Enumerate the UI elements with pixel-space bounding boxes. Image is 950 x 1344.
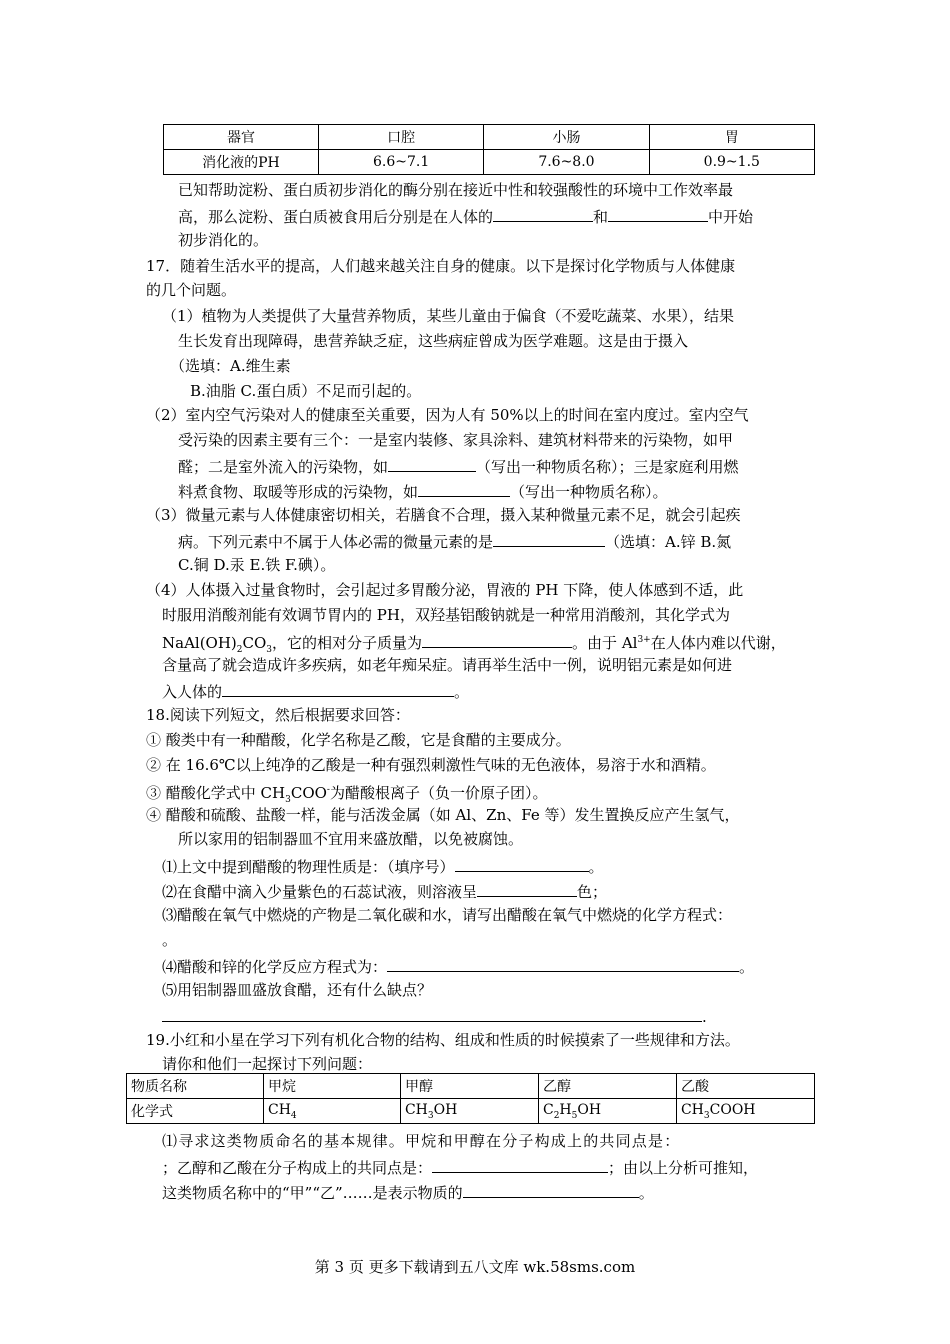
answer-blank[interactable] [432,1156,608,1173]
q18-a1 [162,855,604,877]
subscript: 4 [290,1110,297,1121]
table-row [164,125,815,150]
text: 中开始 [708,208,754,226]
table-cell: 乙酸 [676,1074,814,1099]
subscript: 2 [236,645,243,655]
answer-blank[interactable] [455,855,589,872]
superscript: - [326,785,330,795]
q18-s1: ① 酸类中有一种醋酸，化学名称是乙酸，它是食醋的主要成分。 [146,731,571,749]
text: ⑷醋酸和锌的化学反应方程式为： [162,958,388,976]
text: 。 [588,858,604,876]
q17-p1-line2: 生长发育出现障碍，患营养缺乏症，这些病症曾成为医学难题。这是由于摄入 [178,332,689,350]
q17-p2-line4 [178,480,668,502]
q19-a1-line2 [162,1156,758,1178]
answer-blank[interactable] [418,480,510,497]
answer-blank[interactable] [387,955,739,972]
table-cell: 物质名称 [127,1074,264,1099]
text: 。 [454,683,470,701]
text: 这类物质名称中的“甲”“乙”……是表示物质的 [162,1184,463,1202]
q17-p4-line2: 时服用消酸剂能有效调节胃内的 PH，双羟基铝酸钠就是一种常用消酸剂，其化学式为 [162,606,730,624]
q17-p2-line2: 受污染的因素主要有三个：一是室内装修、家具涂料、建筑材料带来的污染物，如甲 [178,431,734,449]
text: （写出一种物质名称）。 [510,483,668,501]
q17-p4-line5 [162,680,469,702]
q16-line1: 已知帮助淀粉、蛋白质初步消化的酶分别在接近中性和较强酸性的环境中工作效率最 [178,181,734,199]
table-row [127,1074,815,1099]
formula: CO [242,634,267,652]
table-cell: 乙醇 [538,1074,676,1099]
text: ，它的相对分子质量为 [272,634,423,652]
subscript: 3 [703,1110,710,1121]
formula: OH [577,1101,602,1118]
table-row [164,150,815,175]
q17-p2-line1: （2）室内空气污染对人的健康至关重要，因为人有 50%以上的时间在室内度过。室内空气 [146,406,749,424]
formula: CH [404,1101,428,1118]
q17-p2-line3 [178,455,739,477]
q17-intro-line2: 的几个问题。 [146,281,237,299]
q19-intro-line1: 19.小红和小星在学习下列有机化合物的结构、组成和性质的时候摸索了一些规律和方法。 [146,1031,740,1049]
formula: CH [267,1101,291,1118]
table-cell: 7.6~8.0 [484,150,649,175]
text: ⑴上文中提到醋酸的物理性质是：（填序号） [162,858,455,876]
text: 病。下列元素中不属于人体必需的微量元素的是 [178,533,494,551]
text: ；由以上分析可推知， [608,1159,759,1177]
compound-table [126,1073,815,1124]
text: 高，那么淀粉、蛋白质被食用后分别是在人体的 [178,208,494,226]
subscript: 5 [571,1110,578,1121]
text: 入人体的 [162,683,223,701]
q19-intro-line2: 请你和他们一起探讨下列问题： [162,1055,373,1073]
table-cell: 胃 [649,125,814,150]
text: 。 [739,958,755,976]
q19-a1-line1: ⑴寻求这类物质命名的基本规律。甲烷和甲醇在分子构成上的共同点是： [162,1132,681,1150]
text: （选填：A.锌 B.氮 [605,533,732,551]
table-cell: 器官 [164,125,319,150]
table-cell [538,1099,676,1124]
q18-a2 [162,880,607,902]
superscript: 3+ [637,635,651,645]
formula: OH [433,1101,458,1118]
page-footer: 第 3 页 更多下载请到五八文库 wk.58sms.com [314,1258,636,1276]
answer-blank[interactable] [493,530,605,547]
answer-blank[interactable] [463,1181,639,1198]
q17-p4-line1: （4）人体摄入过量食物时，会引起过多胃酸分泌，胃液的 PH 下降，使人体感到不适，此 [146,581,744,599]
subscript: 3 [285,795,291,805]
answer-blank[interactable] [477,880,577,897]
formula: NaAl(OH) [162,634,237,652]
q18-intro: 18.阅读下列短文，然后根据要求回答： [146,706,410,724]
q17-p1-line1: （1）植物为人类提供了大量营养物质，某些儿童由于偏食（不爱吃蔬菜、水果），结果 [162,307,735,325]
q18-a5-answer [162,1005,707,1027]
q17-p1-line4: B.油脂 C.蛋白质）不足而引起的。 [190,382,422,400]
q18-a3-end: 。 [162,931,178,949]
q18-s4-line2: 所以家用的铝制器皿不宜用来盛放醋，以免被腐蚀。 [178,830,524,848]
table-cell: 0.9~1.5 [649,150,814,175]
table-cell: 口腔 [318,125,483,150]
q19-a1-line3 [162,1181,654,1203]
text: ③ 醋酸化学式中 CH [146,784,286,802]
subscript: 2 [553,1110,560,1121]
table-cell: 甲醇 [400,1074,538,1099]
q17-p1-line3: （选填：A.维生素 [170,357,291,375]
text: 醛；二是室外流入的污染物，如 [178,458,389,476]
q17-p3-line3: C.铜 D.汞 E.铁 F.碘）。 [178,556,336,574]
q18-s4-line1: ④ 醋酸和硫酸、盐酸一样，能与活泼金属（如 Al、Zn、Fe 等）发生置换反应产生氢气， [146,806,740,824]
ph-table [163,124,815,175]
text: . [702,1008,707,1026]
answer-blank[interactable] [162,1005,702,1022]
q17-intro-line1: 17．随着生活水平的提高，人们越来越关注自身的健康。以下是探讨化学物质与人体健康 [146,257,736,275]
q18-a5: ⑸用铝制器皿盛放食醋，还有什么缺点？ [162,981,433,999]
q17-p3-line2 [178,530,731,552]
q18-a4 [162,955,754,977]
answer-blank[interactable] [608,205,708,222]
q17-p4-line4: 含量高了就会造成许多疾病，如老年痴呆症。请再举生活中一例，说明铝元素是如何进 [162,656,733,674]
q16-line2 [178,205,753,227]
text: 色； [577,883,608,901]
table-cell [676,1099,814,1124]
formula: H [559,1101,572,1118]
text: 在人体内难以代谢， [650,634,786,652]
table-cell: 化学式 [127,1099,264,1124]
subscript: 3 [266,645,273,655]
answer-blank[interactable] [422,631,572,648]
answer-blank[interactable] [388,455,476,472]
text: 为醋酸根离子（负一价原子团）。 [329,784,548,802]
text: ；乙醇和乙酸在分子构成上的共同点是： [162,1159,433,1177]
q18-a3: ⑶醋酸在氧气中燃烧的产物是二氧化碳和水，请写出醋酸在氧气中燃烧的化学方程式： [162,906,733,924]
table-cell: 甲烷 [263,1074,400,1099]
subscript: 3 [427,1110,434,1121]
text: 料煮食物、取暖等形成的污染物，如 [178,483,419,501]
answer-blank[interactable] [493,205,593,222]
table-cell: 消化液的PH [164,150,319,175]
formula: CH [680,1101,704,1118]
table-cell: 6.6~7.1 [318,150,483,175]
formula: C [542,1101,554,1118]
q17-p3-line1: （3）微量元素与人体健康密切相关，若膳食不合理，摄入某种微量元素不足，就会引起疾 [146,506,741,524]
answer-blank[interactable] [222,680,454,697]
table-cell [400,1099,538,1124]
text: （写出一种物质名称）；三是家庭利用燃 [476,458,739,476]
table-row [127,1099,815,1124]
text: 。由于 Al [572,634,638,652]
formula: COOH [709,1101,756,1118]
text: 。 [638,1184,654,1202]
formula: COO [290,784,327,802]
q16-line3: 初步消化的。 [178,231,269,249]
table-cell: 小肠 [484,125,649,150]
text: 和 [593,208,609,226]
q18-s2: ② 在 16.6℃以上纯净的乙酸是一种有强烈刺激性气味的无色液体，易溶于水和酒精。 [146,756,716,774]
table-cell [263,1099,400,1124]
text: ⑵在食醋中滴入少量紫色的石蕊试液，则溶液呈 [162,883,478,901]
